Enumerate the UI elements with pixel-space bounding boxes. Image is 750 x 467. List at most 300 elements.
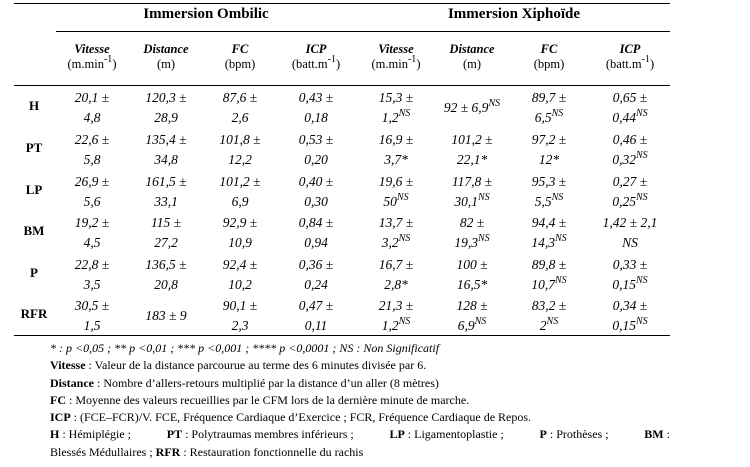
row-label: LP	[25, 182, 43, 197]
cell-mean	[436, 213, 508, 233]
table-cell	[204, 88, 276, 128]
cell-sd	[278, 108, 354, 128]
cell-mean	[278, 130, 354, 150]
cell-sd	[436, 275, 508, 295]
cell-sd	[590, 275, 670, 295]
cell-mean	[590, 213, 670, 233]
cell-mean-text: 0,43 ±	[298, 90, 334, 105]
row-label: PT	[25, 140, 43, 155]
cell-significance: NS	[635, 150, 648, 161]
column-header-unit-text: (m)	[462, 57, 482, 71]
cell-mean-text: 120,3 ±	[145, 90, 187, 105]
cell-mean	[358, 213, 434, 233]
cell-mean-text: 1,42 ± 2,1	[602, 215, 658, 230]
table-cell	[436, 130, 508, 170]
cell-mean-text: 161,5 ±	[145, 174, 187, 189]
cell-sd-text: 1,5	[83, 318, 101, 333]
cell-sd	[436, 150, 508, 170]
row-label: BM	[23, 223, 45, 238]
cell-significance: NS	[554, 275, 567, 286]
table-cell	[510, 296, 588, 336]
cell-mean	[56, 296, 128, 316]
cell-sd	[204, 233, 276, 253]
cell-sd	[278, 316, 354, 336]
cell-mean-text: 16,9 ±	[378, 132, 414, 147]
cell-sd-text: 0,94	[304, 235, 328, 250]
cell-significance: NS	[635, 316, 648, 327]
cell-significance: NS	[477, 233, 490, 244]
cell-mean	[278, 255, 354, 275]
cell-significance: NS	[635, 192, 648, 203]
cell-mean-text: 95,3 ±	[531, 174, 567, 189]
table-cell	[204, 130, 276, 170]
cell-mean	[204, 296, 276, 316]
cell-sd-text: 27,2	[154, 235, 178, 250]
column-header-unit-end: )	[649, 57, 655, 71]
group-header-xiphoide: Immersion Xiphoïde	[447, 6, 581, 22]
column-header-unit	[358, 54, 434, 72]
cell-sd	[436, 316, 508, 336]
cell-sd-text: 5,5	[534, 194, 552, 209]
cell-sd	[358, 150, 434, 170]
cell-sd	[56, 275, 128, 295]
cell-mean	[510, 172, 588, 192]
cell-sd	[278, 275, 354, 295]
column-header	[130, 42, 202, 72]
cell-significance: NS	[546, 316, 559, 327]
cell-sd-text: 50	[383, 194, 397, 209]
column-header-name: Distance	[449, 42, 495, 56]
cell-mean	[436, 130, 508, 150]
note-abbreviations-cont: Blessés Médullaires ; RFR : Restauration fonctionnelle du rachis	[50, 444, 364, 459]
column-header	[510, 42, 588, 72]
cell-mean-text: 183 ± 9	[145, 308, 187, 323]
cell-mean	[436, 296, 508, 316]
cell-mean	[358, 172, 434, 192]
table-cell	[278, 213, 354, 253]
cell-mean-text: 92 ± 6,9	[443, 100, 489, 115]
cell-mean	[278, 296, 354, 316]
cell-mean	[510, 255, 588, 275]
cell-significance: NS	[477, 192, 490, 203]
cell-sd-text: 34,8	[154, 152, 178, 167]
cell-sd	[590, 233, 670, 253]
table-cell	[358, 213, 434, 253]
column-header-unit-exponent: -1	[641, 54, 650, 65]
cell-sd-text: 0,30	[304, 194, 328, 209]
column-header-unit	[130, 57, 202, 72]
table-cell	[204, 296, 276, 336]
column-header-unit	[510, 57, 588, 72]
column-header-unit-text: (m.min	[371, 57, 408, 71]
cell-sd-text: 0,32	[612, 152, 636, 167]
cell-sd	[130, 275, 202, 295]
table-cell	[510, 255, 588, 295]
table-cell	[436, 98, 508, 118]
cell-mean-text: 0,33 ±	[612, 257, 648, 272]
cell-mean-text: 92,4 ±	[222, 257, 258, 272]
cell-mean	[590, 255, 670, 275]
cell-mean	[510, 296, 588, 316]
row-label: H	[28, 98, 40, 113]
cell-mean-text: 117,8 ±	[451, 174, 493, 189]
cell-sd-text: NS	[622, 235, 638, 250]
cell-mean-text: 0,84 ±	[298, 215, 334, 230]
column-header-name: ICP	[305, 42, 327, 56]
table-cell	[130, 306, 202, 326]
cell-mean	[204, 172, 276, 192]
cell-mean-text: 101,2 ±	[219, 174, 261, 189]
table-cell	[204, 255, 276, 295]
cell-significance: NS	[398, 316, 411, 327]
note-abbreviations: H : Hémiplégie ; PT : Polytraumas membres inférieurs ; LP : Ligamentoplastie ; P : Prothèses ; BM :	[50, 427, 670, 442]
cell-mean	[590, 172, 670, 192]
cell-sd-text: 28,9	[154, 110, 178, 125]
cell-sd-text: 2,3	[231, 318, 249, 333]
cell-mean	[204, 213, 276, 233]
table-cell	[590, 172, 670, 212]
cell-sd	[590, 150, 670, 170]
column-header-unit	[204, 57, 276, 72]
cell-sd-text: 6,9	[457, 318, 475, 333]
column-header	[204, 42, 276, 72]
cell-mean-text: 0,46 ±	[612, 132, 648, 147]
cell-mean-text: 115 ±	[150, 215, 182, 230]
table-cell	[590, 213, 670, 253]
cell-sd-text: 4,5	[83, 235, 101, 250]
cell-sd	[130, 108, 202, 128]
cell-sd-text: 3,2	[381, 235, 399, 250]
column-header-unit-text: (m)	[156, 57, 176, 71]
cell-sd-text: 5,6	[83, 194, 101, 209]
cell-sd-text: 2	[539, 318, 547, 333]
cell-significance: NS	[551, 192, 564, 203]
cell-sd	[56, 233, 128, 253]
cell-sd-text: 2,8*	[384, 277, 408, 292]
table-cell	[590, 296, 670, 336]
row-label: RFR	[20, 306, 48, 321]
cell-sd	[130, 233, 202, 253]
cell-mean-text: 0,40 ±	[298, 174, 334, 189]
cell-mean	[130, 88, 202, 108]
cell-mean-text: 90,1 ±	[222, 298, 258, 313]
cell-sd	[204, 108, 276, 128]
cell-sd-text: 0,18	[304, 110, 328, 125]
table-cell	[590, 88, 670, 128]
column-header-unit-end: )	[112, 57, 117, 71]
cell-mean-text: 16,7 ±	[378, 257, 414, 272]
table-cell	[130, 255, 202, 295]
cell-sd-text: 10,2	[228, 277, 252, 292]
cell-sd-text: 0,15	[612, 277, 636, 292]
cell-mean	[204, 130, 276, 150]
cell-significance: NS	[398, 233, 411, 244]
column-header	[278, 42, 354, 72]
cell-sd-text: 20,8	[154, 277, 178, 292]
cell-sd	[510, 233, 588, 253]
column-header-unit-exponent: -1	[327, 54, 336, 65]
cell-mean	[130, 255, 202, 275]
cell-mean	[436, 172, 508, 192]
cell-sd-text: 2,6	[231, 110, 249, 125]
cell-mean	[278, 88, 354, 108]
cell-mean-text: 97,2 ±	[531, 132, 567, 147]
cell-sd-text: 0,25	[612, 194, 636, 209]
column-header-unit	[590, 54, 670, 72]
cell-sd	[510, 192, 588, 212]
cell-mean-text: 22,6 ±	[74, 132, 110, 147]
table-cell	[590, 130, 670, 170]
cell-mean-text: 20,1 ±	[74, 90, 110, 105]
cell-mean	[358, 88, 434, 108]
table-cell	[436, 255, 508, 295]
cell-mean	[278, 172, 354, 192]
table-cell	[358, 296, 434, 336]
cell-sd-text: 3,5	[83, 277, 101, 292]
cell-sd	[278, 192, 354, 212]
table-cell	[510, 88, 588, 128]
cell-sd	[204, 150, 276, 170]
cell-mean-text: 87,6 ±	[222, 90, 258, 105]
table-cell	[358, 130, 434, 170]
table-cell	[510, 213, 588, 253]
cell-sd	[590, 108, 670, 128]
cell-mean	[590, 130, 670, 150]
cell-significance: NS	[635, 275, 648, 286]
cell-mean-text: 101,8 ±	[219, 132, 261, 147]
column-header-unit-text: (m.min	[67, 57, 104, 71]
cell-mean	[204, 88, 276, 108]
cell-sd	[510, 316, 588, 336]
cell-sd	[278, 233, 354, 253]
column-header-unit	[56, 54, 128, 72]
table-cell	[56, 130, 128, 170]
cell-sd-text: 30,1	[454, 194, 478, 209]
cell-mean	[510, 88, 588, 108]
column-header-unit-end: )	[335, 57, 341, 71]
column-header-name: FC	[231, 42, 249, 56]
table-cell	[204, 172, 276, 212]
cell-sd-text: 6,9	[231, 194, 249, 209]
table-cell	[56, 296, 128, 336]
table-cell	[278, 172, 354, 212]
table-cell	[278, 255, 354, 295]
cell-mean-text: 22,8 ±	[74, 257, 110, 272]
column-header-unit-text: (bpm)	[533, 57, 565, 71]
cell-sd	[204, 275, 276, 295]
cell-sd-text: 4,8	[83, 110, 101, 125]
column-header	[358, 42, 434, 72]
cell-mean-text: 0,47 ±	[298, 298, 334, 313]
note-significance: * : p <0,05 ; ** p <0,01 ; *** p <0,001 ; **** p <0,0001 ; NS : Non Significatif	[50, 341, 440, 355]
note-fc: FC : Moyenne des valeurs recueillies par le CFM lors de la dernière minute de marche.	[50, 392, 470, 407]
column-header-unit-text: (batt.m	[291, 57, 328, 71]
cell-mean-text: 0,53 ±	[298, 132, 334, 147]
cell-sd	[510, 275, 588, 295]
cell-mean	[590, 296, 670, 316]
cell-sd	[204, 192, 276, 212]
cell-mean-text: 0,27 ±	[612, 174, 648, 189]
cell-mean-text: 82 ±	[459, 215, 485, 230]
cell-significance: NS	[554, 233, 567, 244]
table-cell	[436, 213, 508, 253]
table-cell	[130, 130, 202, 170]
cell-significance: NS	[396, 192, 409, 203]
table-cell	[358, 255, 434, 295]
cell-sd	[56, 108, 128, 128]
column-header	[436, 42, 508, 72]
cell-mean-text: 128 ±	[456, 298, 488, 313]
cell-sd	[204, 316, 276, 336]
table-cell	[278, 88, 354, 128]
cell-mean-text: 0,65 ±	[612, 90, 648, 105]
cell-mean	[358, 296, 434, 316]
cell-mean-text: 136,5 ±	[145, 257, 187, 272]
cell-mean	[56, 255, 128, 275]
cell-mean	[358, 130, 434, 150]
cell-sd-text: 3,7*	[384, 152, 408, 167]
cell-sd-text: 0,15	[612, 318, 636, 333]
cell-sd-text: 0,11	[304, 318, 328, 333]
table-cell	[130, 88, 202, 128]
cell-sd	[56, 316, 128, 336]
table-cell	[130, 172, 202, 212]
cell-mean-text: 30,5 ±	[74, 298, 110, 313]
cell-mean-text: 135,4 ±	[145, 132, 187, 147]
cell-sd-text: 10,9	[228, 235, 252, 250]
cell-mean	[56, 213, 128, 233]
cell-sd-text: 5,8	[83, 152, 101, 167]
cell-sd	[510, 150, 588, 170]
cell-mean	[358, 255, 434, 275]
cell-mean	[56, 130, 128, 150]
cell-sd	[590, 316, 670, 336]
column-header-name: Vitesse	[378, 42, 414, 56]
column-header-unit-text: (bpm)	[224, 57, 256, 71]
cell-mean	[278, 213, 354, 233]
table-cell	[436, 172, 508, 212]
cell-sd-text: 0,20	[304, 152, 328, 167]
table-cell	[358, 88, 434, 128]
group-header-ombilic: Immersion Ombilic	[143, 6, 269, 22]
cell-mean	[130, 306, 202, 326]
cell-sd	[436, 233, 508, 253]
column-header-unit-exponent: -1	[103, 54, 113, 65]
table-cell	[358, 172, 434, 212]
cell-mean	[56, 88, 128, 108]
cell-mean-text: 13,7 ±	[378, 215, 414, 230]
cell-mean-text: 19,2 ±	[74, 215, 110, 230]
cell-mean	[204, 255, 276, 275]
column-header	[590, 42, 670, 72]
table-cell	[510, 130, 588, 170]
table-cell	[56, 255, 128, 295]
table-cell	[204, 213, 276, 253]
cell-sd-text: 6,5	[534, 110, 552, 125]
table-cell	[56, 172, 128, 212]
cell-mean-text: 92,9 ±	[222, 215, 258, 230]
cell-mean	[590, 88, 670, 108]
table-cell	[56, 88, 128, 128]
cell-mean	[130, 130, 202, 150]
table-cell	[278, 130, 354, 170]
cell-sd	[510, 108, 588, 128]
cell-mean	[130, 172, 202, 192]
cell-significance: NS	[635, 108, 648, 119]
row-label: P	[30, 265, 38, 280]
cell-sd	[56, 150, 128, 170]
cell-sd	[358, 192, 434, 212]
column-header-name: Distance	[143, 42, 189, 56]
table-cell	[130, 213, 202, 253]
cell-mean	[56, 172, 128, 192]
cell-sd-text: 16,5*	[456, 277, 488, 292]
table-cell	[278, 296, 354, 336]
column-header-name: FC	[540, 42, 558, 56]
cell-mean	[130, 213, 202, 233]
header-rule	[14, 85, 670, 86]
cell-mean-text: 21,3 ±	[378, 298, 414, 313]
table-cell	[56, 213, 128, 253]
cell-sd-text: 22,1*	[456, 152, 488, 167]
table-cell	[436, 296, 508, 336]
cell-sd	[358, 108, 434, 128]
column-header-unit	[436, 57, 508, 72]
cell-mean	[436, 98, 508, 118]
cell-mean-text: 0,34 ±	[612, 298, 648, 313]
group-rule	[56, 31, 670, 32]
note-icp: ICP : (FCE–FCR)/V. FCE, Fréquence Cardiaque d’Exercice ; FCR, Fréquence Cardiaque de Repos.	[50, 410, 532, 425]
column-header-unit	[278, 54, 354, 72]
cell-mean-text: 89,7 ±	[531, 90, 567, 105]
cell-significance: NS	[398, 108, 411, 119]
column-header-unit-text: (batt.m	[605, 57, 642, 71]
cell-sd	[358, 316, 434, 336]
cell-mean-text: 26,9 ±	[74, 174, 110, 189]
column-header-unit-exponent: -1	[407, 54, 417, 65]
column-header-name: ICP	[619, 42, 641, 56]
column-header-unit-end: )	[416, 57, 421, 71]
cell-sd-text: 0,44	[612, 110, 636, 125]
cell-sd	[590, 192, 670, 212]
cell-sd-text: 10,7	[531, 277, 555, 292]
note-vitesse: Vitesse : Valeur de la distance parcourue au terme des 6 minutes divisée par 6.	[50, 358, 427, 373]
cell-mean-text: 94,4 ±	[531, 215, 567, 230]
top-rule	[14, 3, 670, 4]
table-cell	[510, 172, 588, 212]
note-distance: Distance : Nombre d’allers-retours multiplié par la distance d’un aller (8 mètres)	[50, 375, 439, 390]
cell-sd	[358, 275, 434, 295]
cell-mean-text: 101,2 ±	[451, 132, 493, 147]
cell-significance: NS	[474, 316, 487, 327]
cell-sd	[130, 192, 202, 212]
cell-mean-text: 19,6 ±	[378, 174, 414, 189]
cell-sd	[278, 150, 354, 170]
cell-mean	[436, 255, 508, 275]
cell-significance: NS	[551, 108, 564, 119]
cell-sd-text: 12,2	[228, 152, 252, 167]
cell-sd	[358, 233, 434, 253]
cell-mean-text: 100 ±	[456, 257, 488, 272]
table-notes	[50, 340, 680, 461]
column-header	[56, 42, 128, 72]
cell-sd-text: 12*	[538, 152, 560, 167]
cell-sd	[130, 150, 202, 170]
cell-sd	[436, 192, 508, 212]
cell-sd-text: 0,24	[304, 277, 328, 292]
cell-mean	[510, 213, 588, 233]
cell-mean-text: 83,2 ±	[531, 298, 567, 313]
